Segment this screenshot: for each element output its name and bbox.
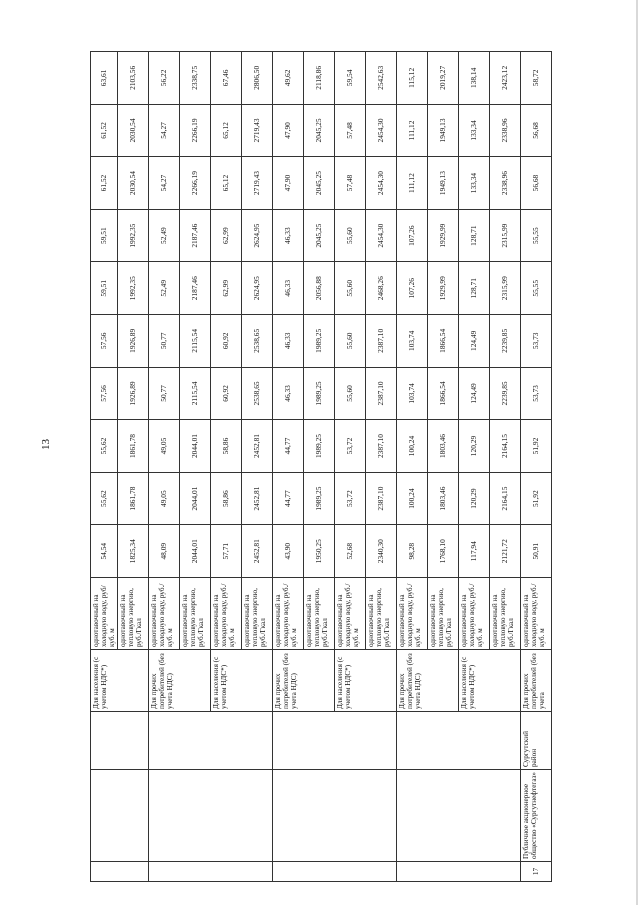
tariff-value: 67,46 bbox=[211, 52, 242, 105]
tariff-value: 2452,81 bbox=[242, 420, 273, 473]
tariff-value: 1926,89 bbox=[118, 315, 149, 368]
tariff-value: 49,62 bbox=[273, 52, 304, 105]
tariff-value: 128,71 bbox=[459, 209, 490, 262]
tariff-value: 58,86 bbox=[211, 420, 242, 473]
tariff-value: 46,33 bbox=[273, 315, 304, 368]
tariff-value: 61,52 bbox=[91, 157, 118, 210]
tariff-value: 53,72 bbox=[335, 472, 366, 525]
tariff-value: 138,14 bbox=[459, 52, 490, 105]
scan-edge bbox=[636, 0, 638, 905]
tariff-value: 2538,65 bbox=[242, 315, 273, 368]
tariff-value: 2454,30 bbox=[366, 104, 397, 157]
tariff-value: 46,33 bbox=[273, 262, 304, 315]
tariff-value: 44,77 bbox=[273, 472, 304, 525]
tariff-value: 103,74 bbox=[397, 315, 428, 368]
tariff-value: 1861,78 bbox=[118, 472, 149, 525]
tariff-value: 103,74 bbox=[397, 367, 428, 420]
tariff-value: 59,54 bbox=[335, 52, 366, 105]
tariff-value: 2624,95 bbox=[242, 209, 273, 262]
tariff-value: 55,55 bbox=[520, 209, 551, 262]
tariff-value: 1989,25 bbox=[304, 420, 335, 473]
tariff-value: 2452,81 bbox=[242, 472, 273, 525]
tariff-value: 2103,56 bbox=[118, 52, 149, 105]
tariff-value: 2030,54 bbox=[118, 157, 149, 210]
tariff-value: 55,55 bbox=[520, 262, 551, 315]
tariff-value: 58,72 bbox=[520, 52, 551, 105]
tariff-value: 111,12 bbox=[397, 157, 428, 210]
tariff-value: 56,68 bbox=[520, 157, 551, 210]
tariff-value: 2056,88 bbox=[304, 262, 335, 315]
tariff-value: 50,77 bbox=[149, 315, 180, 368]
tariff-value: 2806,50 bbox=[242, 52, 273, 105]
tariff-value: 2187,46 bbox=[180, 262, 211, 315]
row-index bbox=[273, 862, 397, 882]
consumer-category: Для прочих потребителей (без учета НДС) bbox=[149, 650, 211, 712]
tariff-value: 2387,10 bbox=[366, 420, 397, 473]
tariff-value: 47,90 bbox=[273, 104, 304, 157]
tariff-value: 133,34 bbox=[459, 104, 490, 157]
tariff-value: 65,12 bbox=[211, 104, 242, 157]
tariff-value: 128,71 bbox=[459, 262, 490, 315]
tariff-value: 55,62 bbox=[91, 420, 118, 473]
tariff-value: 59,51 bbox=[91, 262, 118, 315]
consumer-category: Для прочих потребителей (без учета bbox=[520, 650, 551, 712]
tariff-value: 1989,25 bbox=[304, 367, 335, 420]
organization-name bbox=[149, 770, 273, 862]
tariff-value: 59,51 bbox=[91, 209, 118, 262]
tariff-value: 2019,27 bbox=[428, 52, 459, 105]
tariff-value: 2045,25 bbox=[304, 209, 335, 262]
tariff-value: 52,68 bbox=[335, 525, 366, 578]
tariff-value: 2045,25 bbox=[304, 104, 335, 157]
organization-name bbox=[397, 770, 521, 862]
tariff-value: 2030,54 bbox=[118, 104, 149, 157]
tariff-value: 1950,25 bbox=[304, 525, 335, 578]
tariff-value: 47,90 bbox=[273, 157, 304, 210]
tariff-value: 2338,96 bbox=[490, 157, 521, 210]
tariff-value: 100,24 bbox=[397, 472, 428, 525]
tariff-value: 1949,13 bbox=[428, 157, 459, 210]
table-row bbox=[149, 52, 180, 882]
territory-name bbox=[397, 712, 521, 770]
tariff-table bbox=[90, 51, 552, 882]
tariff-value: 62,99 bbox=[211, 262, 242, 315]
territory-name bbox=[273, 712, 397, 770]
tariff-value: 54,27 bbox=[149, 157, 180, 210]
tariff-value: 2266,19 bbox=[180, 104, 211, 157]
tariff-type: однотавочный на холодную воду, руб/куб. м bbox=[91, 578, 118, 650]
tariff-value: 44,77 bbox=[273, 420, 304, 473]
table-row bbox=[520, 52, 551, 882]
tariff-value: 1866,54 bbox=[428, 367, 459, 420]
tariff-value: 1803,46 bbox=[428, 472, 459, 525]
tariff-value: 1989,25 bbox=[304, 472, 335, 525]
tariff-value: 46,33 bbox=[273, 367, 304, 420]
tariff-value: 53,72 bbox=[335, 420, 366, 473]
tariff-value: 2121,72 bbox=[490, 525, 521, 578]
tariff-value: 2719,43 bbox=[242, 104, 273, 157]
tariff-value: 65,12 bbox=[211, 157, 242, 210]
tariff-value: 1929,99 bbox=[428, 209, 459, 262]
tariff-value: 2164,15 bbox=[490, 420, 521, 473]
tariff-value: 51,92 bbox=[520, 420, 551, 473]
tariff-value: 2115,54 bbox=[180, 315, 211, 368]
consumer-category: Для населения (с учетом НДС*) bbox=[211, 650, 273, 712]
tariff-value: 2118,86 bbox=[304, 52, 335, 105]
tariff-value: 55,62 bbox=[91, 472, 118, 525]
tariff-value: 52,49 bbox=[149, 209, 180, 262]
tariff-value: 1929,99 bbox=[428, 262, 459, 315]
tariff-type: однотавочный на холодную воду, руб./куб. м bbox=[335, 578, 366, 650]
tariff-value: 1949,13 bbox=[428, 104, 459, 157]
territory-name: Сургутский район bbox=[520, 712, 551, 770]
tariff-value: 57,56 bbox=[91, 315, 118, 368]
tariff-value: 49,05 bbox=[149, 420, 180, 473]
tariff-value: 53,73 bbox=[520, 367, 551, 420]
page-number: 13 bbox=[40, 439, 52, 450]
tariff-value: 2387,10 bbox=[366, 367, 397, 420]
tariff-value: 2338,96 bbox=[490, 104, 521, 157]
tariff-value: 52,49 bbox=[149, 262, 180, 315]
tariff-value: 2315,99 bbox=[490, 209, 521, 262]
tariff-value: 2044,01 bbox=[180, 525, 211, 578]
tariff-value: 58,86 bbox=[211, 472, 242, 525]
organization-name: Публичное акционерное общество «Сургутнефтегаз» bbox=[520, 770, 551, 862]
tariff-value: 107,26 bbox=[397, 209, 428, 262]
tariff-value: 1992,35 bbox=[118, 262, 149, 315]
tariff-value: 124,49 bbox=[459, 367, 490, 420]
tariff-value: 43,90 bbox=[273, 525, 304, 578]
tariff-value: 1861,78 bbox=[118, 420, 149, 473]
tariff-value: 54,27 bbox=[149, 104, 180, 157]
tariff-value: 2719,43 bbox=[242, 157, 273, 210]
tariff-value: 49,05 bbox=[149, 472, 180, 525]
row-index bbox=[149, 862, 273, 882]
tariff-type: однотавочный на холодную воду, руб./куб. м bbox=[149, 578, 180, 650]
tariff-value: 56,22 bbox=[149, 52, 180, 105]
row-index bbox=[397, 862, 521, 882]
tariff-value: 1803,46 bbox=[428, 420, 459, 473]
table-row bbox=[91, 52, 118, 882]
tariff-type: однотавочный на тепловую энергию, руб./Гкал bbox=[118, 578, 149, 650]
tariff-value: 2045,25 bbox=[304, 157, 335, 210]
tariff-value: 2624,95 bbox=[242, 262, 273, 315]
tariff-value: 2315,99 bbox=[490, 262, 521, 315]
tariff-type: однотавочный на холодную воду, руб./куб. м bbox=[520, 578, 551, 650]
tariff-value: 2044,01 bbox=[180, 472, 211, 525]
tariff-value: 2187,46 bbox=[180, 209, 211, 262]
tariff-type: однотавочный на тепловую энергию, руб./Гкал bbox=[366, 578, 397, 650]
tariff-type: однотавочный на тепловую энергию, руб./Гкал bbox=[304, 578, 335, 650]
consumer-category: Для населения (с учетом НДС*) bbox=[335, 650, 397, 712]
tariff-value: 107,26 bbox=[397, 262, 428, 315]
tariff-value: 48,09 bbox=[149, 525, 180, 578]
tariff-value: 115,12 bbox=[397, 52, 428, 105]
tariff-value: 55,60 bbox=[335, 262, 366, 315]
tariff-type: однотавочный на холодную воду, руб./куб. м bbox=[459, 578, 490, 650]
tariff-value: 1866,54 bbox=[428, 315, 459, 368]
tariff-value: 124,49 bbox=[459, 315, 490, 368]
tariff-type: однотавочный на холодную воду, руб./куб. м bbox=[397, 578, 428, 650]
table-row bbox=[273, 52, 304, 882]
tariff-value: 2387,10 bbox=[366, 315, 397, 368]
tariff-value: 120,29 bbox=[459, 472, 490, 525]
tariff-value: 57,48 bbox=[335, 104, 366, 157]
tariff-value: 2387,10 bbox=[366, 472, 397, 525]
tariff-type: однотавочный на холодную воду, руб./куб. м bbox=[273, 578, 304, 650]
tariff-value: 55,60 bbox=[335, 315, 366, 368]
territory-name bbox=[149, 712, 273, 770]
tariff-value: 57,48 bbox=[335, 157, 366, 210]
organization-name bbox=[273, 770, 397, 862]
tariff-value: 2454,30 bbox=[366, 157, 397, 210]
tariff-value: 111,12 bbox=[397, 104, 428, 157]
tariff-value: 100,24 bbox=[397, 420, 428, 473]
tariff-value: 2340,30 bbox=[366, 525, 397, 578]
tariff-type: однотавочный на тепловую энергию, руб./Гкал bbox=[180, 578, 211, 650]
tariff-value: 60,92 bbox=[211, 367, 242, 420]
consumer-category: Для прочих потребителей (без учета НДС) bbox=[397, 650, 459, 712]
tariff-value: 2164,15 bbox=[490, 472, 521, 525]
tariff-value: 60,92 bbox=[211, 315, 242, 368]
tariff-type: однотавочный на тепловую энергию, руб./Гкал bbox=[428, 578, 459, 650]
row-index bbox=[91, 862, 149, 882]
tariff-value: 133,34 bbox=[459, 157, 490, 210]
tariff-value: 57,56 bbox=[91, 367, 118, 420]
tariff-value: 51,92 bbox=[520, 472, 551, 525]
organization-name bbox=[91, 770, 149, 862]
tariff-value: 2468,26 bbox=[366, 262, 397, 315]
tariff-value: 2239,85 bbox=[490, 315, 521, 368]
tariff-value: 2115,54 bbox=[180, 367, 211, 420]
tariff-type: однотавочный на холодную воду, руб./куб. м bbox=[211, 578, 242, 650]
tariff-value: 2538,65 bbox=[242, 367, 273, 420]
tariff-value: 2266,19 bbox=[180, 157, 211, 210]
table-row bbox=[397, 52, 428, 882]
tariff-value: 2239,85 bbox=[490, 367, 521, 420]
tariff-value: 1992,35 bbox=[118, 209, 149, 262]
consumer-category: Для населения (с учетом НДС*) bbox=[459, 650, 521, 712]
tariff-value: 56,68 bbox=[520, 104, 551, 157]
tariff-value: 53,73 bbox=[520, 315, 551, 368]
tariff-value: 54,54 bbox=[91, 525, 118, 578]
tariff-value: 1768,10 bbox=[428, 525, 459, 578]
tariff-value: 120,29 bbox=[459, 420, 490, 473]
tariff-value: 46,33 bbox=[273, 209, 304, 262]
tariff-value: 50,77 bbox=[149, 367, 180, 420]
tariff-value: 1989,25 bbox=[304, 315, 335, 368]
tariff-value: 2423,12 bbox=[490, 52, 521, 105]
tariff-type: однотавочный на тепловую энергию, руб./Гкал bbox=[242, 578, 273, 650]
tariff-value: 1926,89 bbox=[118, 367, 149, 420]
tariff-value: 1825,34 bbox=[118, 525, 149, 578]
tariff-value: 63,61 bbox=[91, 52, 118, 105]
tariff-value: 61,52 bbox=[91, 104, 118, 157]
tariff-table-rotated bbox=[90, 52, 552, 882]
tariff-value: 117,94 bbox=[459, 525, 490, 578]
tariff-value: 98,28 bbox=[397, 525, 428, 578]
consumer-category: Для населения (с учетом НДС*) bbox=[91, 650, 149, 712]
tariff-value: 2542,63 bbox=[366, 52, 397, 105]
tariff-value: 2452,81 bbox=[242, 525, 273, 578]
tariff-value: 2044,01 bbox=[180, 420, 211, 473]
tariff-value: 62,99 bbox=[211, 209, 242, 262]
territory-name bbox=[91, 712, 149, 770]
tariff-type: однотавочный на тепловую энергию, руб./Гкал bbox=[490, 578, 521, 650]
tariff-value: 2454,30 bbox=[366, 209, 397, 262]
consumer-category: Для прочих потребителей (без учета НДС) bbox=[273, 650, 335, 712]
tariff-value: 55,60 bbox=[335, 209, 366, 262]
tariff-value: 55,60 bbox=[335, 367, 366, 420]
tariff-value: 2338,75 bbox=[180, 52, 211, 105]
tariff-value: 57,71 bbox=[211, 525, 242, 578]
row-index: 17 bbox=[520, 862, 551, 882]
tariff-value: 50,91 bbox=[520, 525, 551, 578]
